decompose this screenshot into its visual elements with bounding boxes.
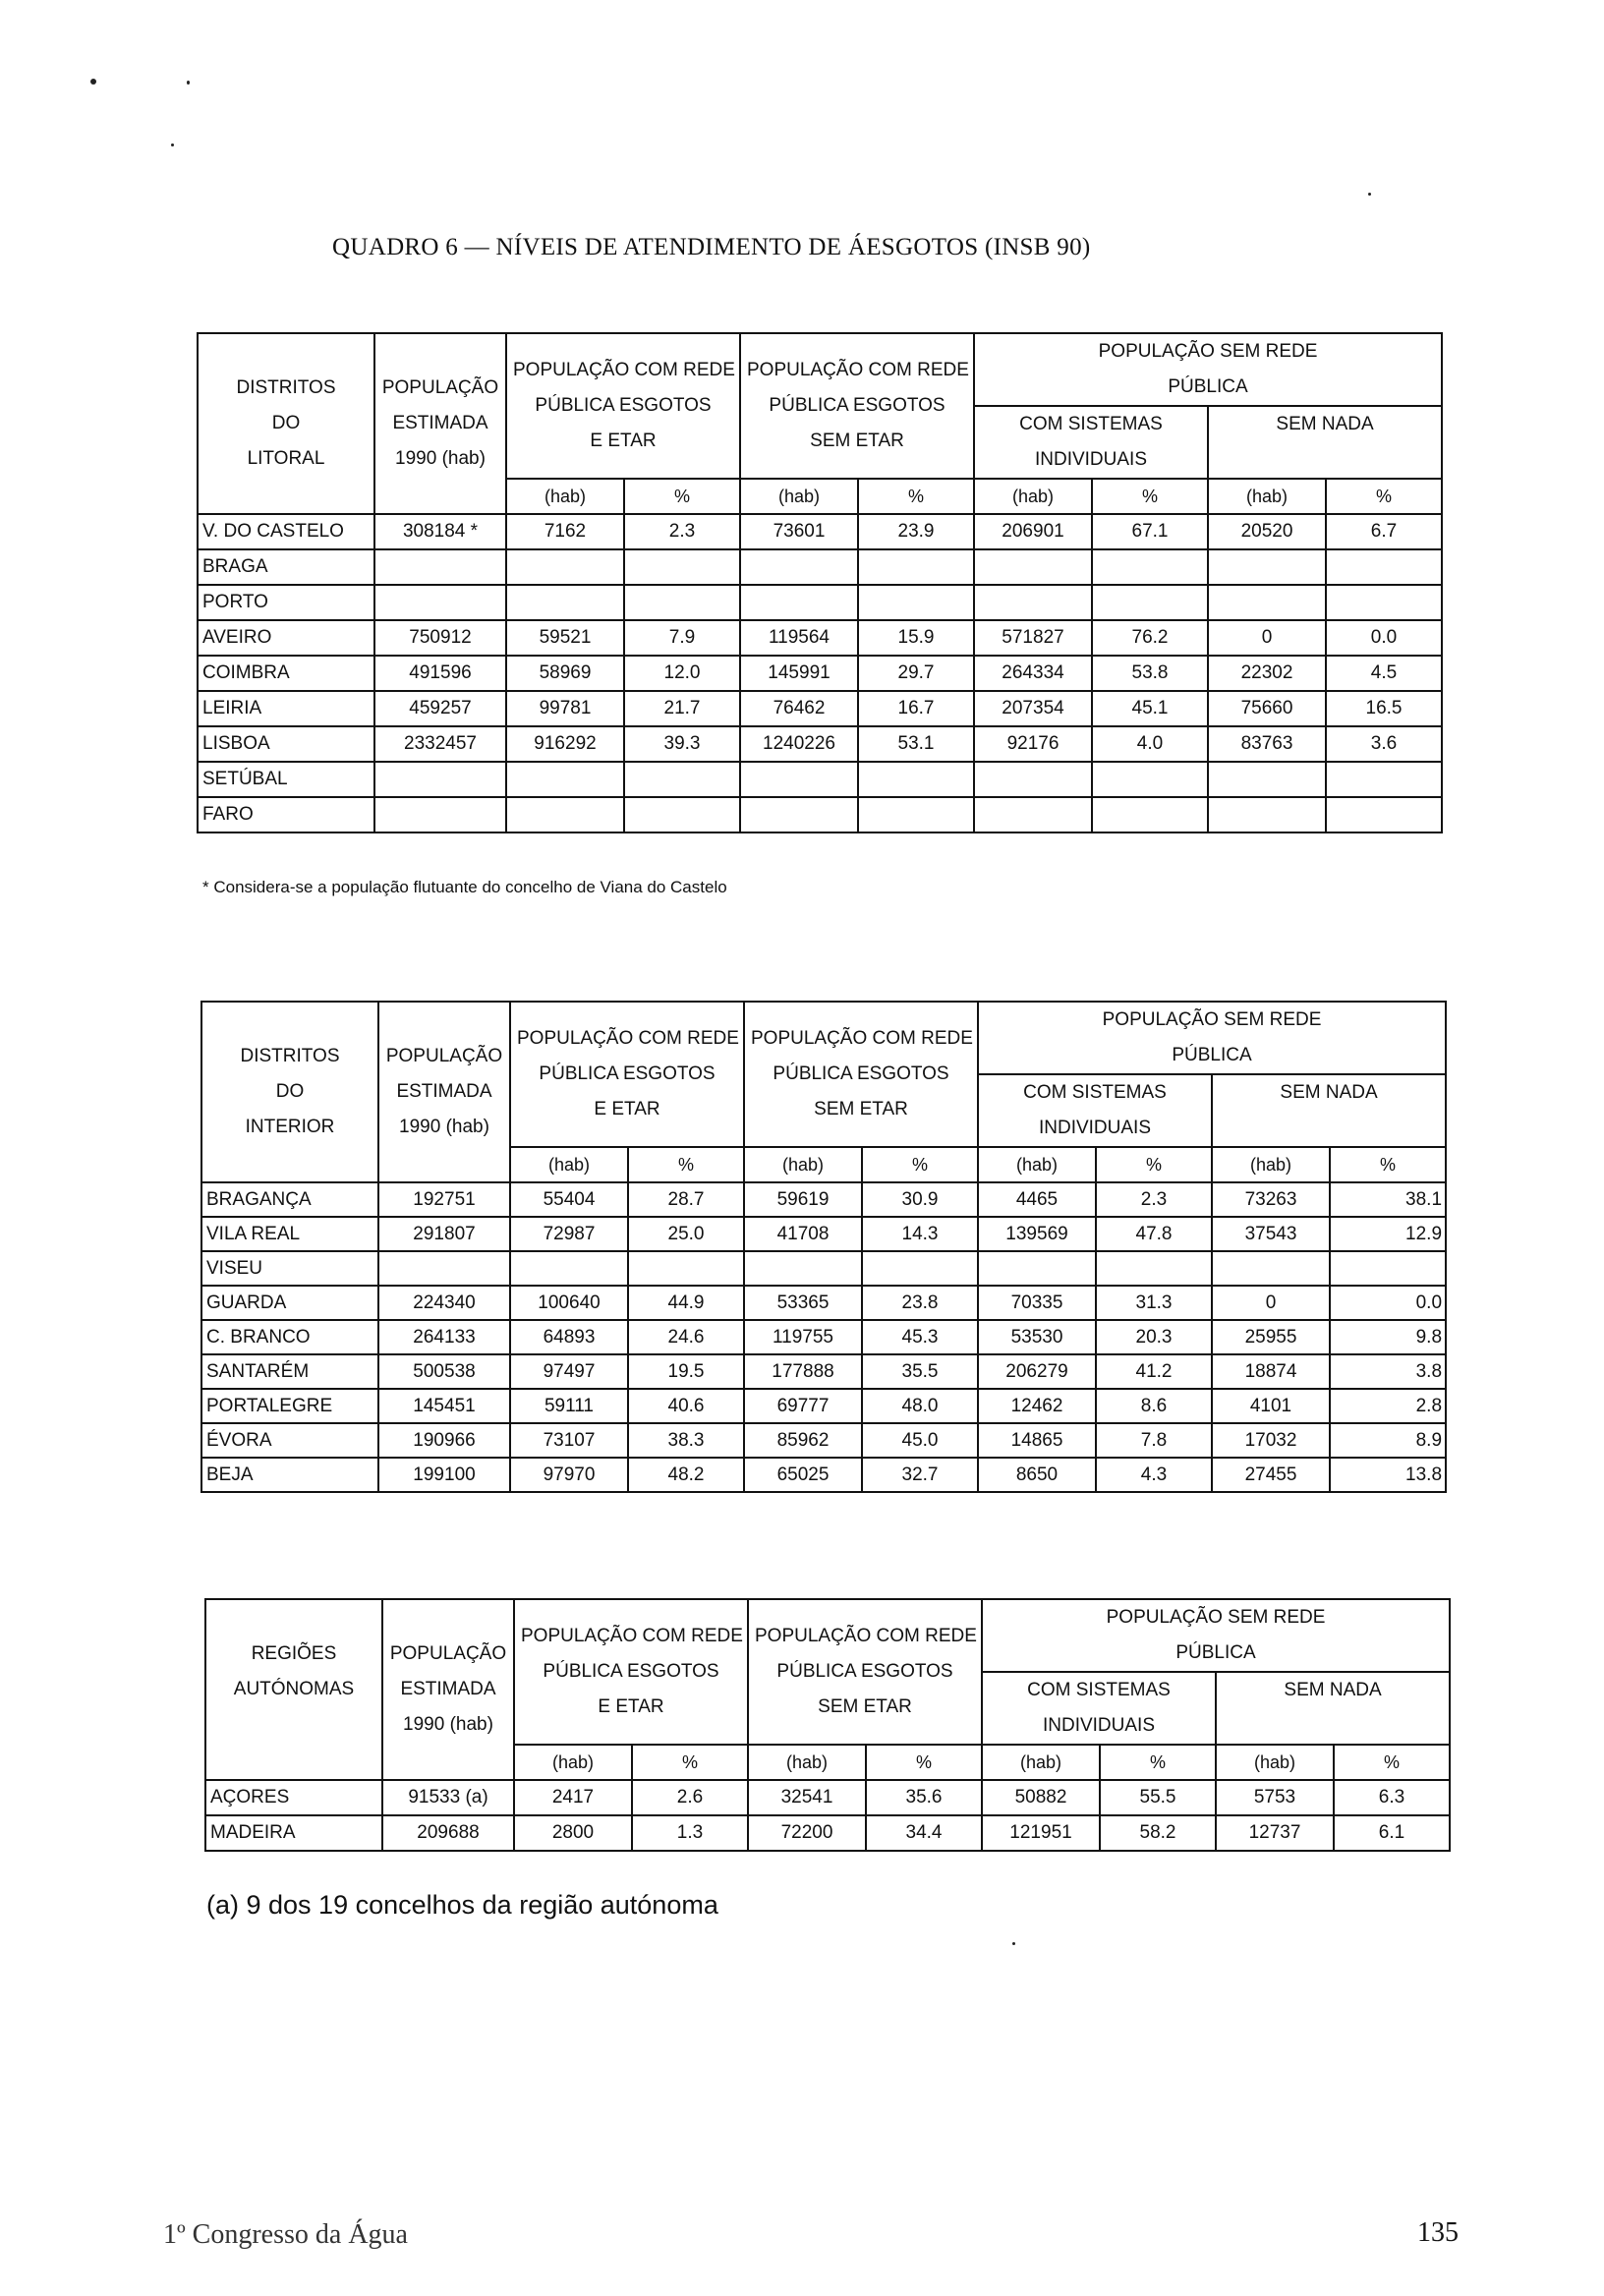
unit-hab: (hab) (510, 1147, 628, 1182)
cell-a-pct: 2.6 (632, 1780, 748, 1815)
cell-d-hab (1208, 549, 1326, 585)
group-label-interior: DISTRITOS DO INTERIOR (201, 1002, 378, 1182)
cell-d-hab (1212, 1251, 1330, 1286)
cell-b-pct: 14.3 (862, 1217, 978, 1251)
table-row (198, 620, 1442, 656)
cell-pop: 145451 (378, 1389, 510, 1423)
unit-pct: % (1092, 479, 1208, 514)
cell-b-hab (740, 762, 858, 797)
unit-hab: (hab) (740, 479, 858, 514)
cell-pop: 91533 (a) (382, 1780, 514, 1815)
cell-b-pct: 16.7 (858, 691, 974, 726)
group-label-litoral: DISTRITOS DO LITORAL (198, 333, 374, 514)
cell-b-hab (740, 585, 858, 620)
unit-hab: (hab) (744, 1147, 862, 1182)
table-regioes (204, 1598, 1451, 1852)
cell-b-hab: 145991 (740, 656, 858, 691)
cell-a-pct: 48.2 (628, 1458, 744, 1492)
cell-a-hab (506, 585, 624, 620)
cell-c-pct: 41.2 (1096, 1354, 1212, 1389)
table-regioes-body (205, 1780, 1450, 1851)
cell-c-pct: 58.2 (1100, 1815, 1216, 1851)
cell-c-hab (974, 797, 1092, 832)
cell-a-hab: 59521 (506, 620, 624, 656)
table-row (198, 726, 1442, 762)
scan-speck (1368, 193, 1371, 196)
table-row (201, 1320, 1446, 1354)
unit-pct: % (628, 1147, 744, 1182)
table-row (198, 585, 1442, 620)
cell-b-pct: 23.9 (858, 514, 974, 549)
cell-d-hab: 22302 (1208, 656, 1326, 691)
cell-b-hab: 32541 (748, 1780, 866, 1815)
cell-b-pct: 35.5 (862, 1354, 978, 1389)
cell-b-pct: 30.9 (862, 1182, 978, 1217)
unit-hab: (hab) (514, 1745, 632, 1780)
cell-pop (374, 585, 506, 620)
row-name: V. DO CASTELO (198, 514, 374, 549)
row-name: SETÚBAL (198, 762, 374, 797)
cell-c-hab: 4465 (978, 1182, 1096, 1217)
cell-b-pct: 15.9 (858, 620, 974, 656)
cell-a-hab: 58969 (506, 656, 624, 691)
cell-c-pct: 31.3 (1096, 1286, 1212, 1320)
cell-b-hab: 41708 (744, 1217, 862, 1251)
cell-c-pct: 45.1 (1092, 691, 1208, 726)
header-population: POPULAÇÃO ESTIMADA 1990 (hab) (378, 1002, 510, 1182)
row-name: GUARDA (201, 1286, 378, 1320)
unit-pct: % (1096, 1147, 1212, 1182)
cell-c-pct (1092, 762, 1208, 797)
cell-pop: 199100 (378, 1458, 510, 1492)
unit-hab: (hab) (506, 479, 624, 514)
cell-a-hab: 64893 (510, 1320, 628, 1354)
cell-b-hab (744, 1251, 862, 1286)
cell-a-pct: 12.0 (624, 656, 740, 691)
table-row (205, 1815, 1450, 1851)
row-name: AVEIRO (198, 620, 374, 656)
header-no-network: POPULAÇÃO SEM REDE PÚBLICA (982, 1599, 1450, 1672)
table-interior-body (201, 1182, 1446, 1492)
cell-pop (378, 1251, 510, 1286)
cell-d-pct: 8.9 (1330, 1423, 1446, 1458)
cell-c-pct: 20.3 (1096, 1320, 1212, 1354)
cell-b-pct (858, 762, 974, 797)
cell-d-pct (1326, 585, 1442, 620)
cell-a-pct: 19.5 (628, 1354, 744, 1389)
cell-pop: 308184 * (374, 514, 506, 549)
header-individual-systems: COM SISTEMAS INDIVIDUAIS (974, 406, 1208, 479)
table-row (198, 797, 1442, 832)
cell-c-pct: 8.6 (1096, 1389, 1212, 1423)
cell-b-pct: 45.3 (862, 1320, 978, 1354)
row-name: C. BRANCO (201, 1320, 378, 1354)
header-population: POPULAÇÃO ESTIMADA 1990 (hab) (374, 333, 506, 514)
cell-a-hab (506, 549, 624, 585)
scan-speck (90, 79, 96, 85)
header-nothing: SEM NADA (1216, 1672, 1450, 1745)
header-without-etar: POPULAÇÃO COM REDE PÚBLICA ESGOTOS SEM ETAR (740, 333, 974, 479)
cell-b-hab: 73601 (740, 514, 858, 549)
cell-b-pct (858, 585, 974, 620)
cell-a-pct (624, 762, 740, 797)
header-nothing: SEM NADA (1208, 406, 1442, 479)
cell-c-hab: 206279 (978, 1354, 1096, 1389)
cell-a-pct: 7.9 (624, 620, 740, 656)
cell-a-pct (628, 1251, 744, 1286)
cell-b-hab: 85962 (744, 1423, 862, 1458)
cell-pop: 192751 (378, 1182, 510, 1217)
cell-d-pct: 0.0 (1330, 1286, 1446, 1320)
cell-a-pct: 21.7 (624, 691, 740, 726)
cell-a-pct (624, 585, 740, 620)
cell-pop: 491596 (374, 656, 506, 691)
cell-c-hab: 50882 (982, 1780, 1100, 1815)
cell-d-pct (1326, 762, 1442, 797)
cell-c-hab: 571827 (974, 620, 1092, 656)
scan-speck (187, 81, 190, 85)
cell-d-hab: 37543 (1212, 1217, 1330, 1251)
unit-pct: % (1334, 1745, 1450, 1780)
cell-c-hab: 14865 (978, 1423, 1096, 1458)
table-row (201, 1354, 1446, 1389)
header-no-network: POPULAÇÃO SEM REDE PÚBLICA (978, 1002, 1446, 1074)
table-row (198, 656, 1442, 691)
cell-d-pct: 6.3 (1334, 1780, 1450, 1815)
cell-a-hab: 7162 (506, 514, 624, 549)
unit-hab: (hab) (1212, 1147, 1330, 1182)
cell-pop: 459257 (374, 691, 506, 726)
row-name: AÇORES (205, 1780, 382, 1815)
cell-pop: 500538 (378, 1354, 510, 1389)
cell-d-hab: 83763 (1208, 726, 1326, 762)
cell-b-hab: 177888 (744, 1354, 862, 1389)
row-name: BRAGANÇA (201, 1182, 378, 1217)
cell-a-pct: 39.3 (624, 726, 740, 762)
cell-d-hab (1208, 797, 1326, 832)
cell-d-pct (1326, 549, 1442, 585)
unit-hab: (hab) (974, 479, 1092, 514)
cell-d-pct: 3.8 (1330, 1354, 1446, 1389)
cell-d-hab: 20520 (1208, 514, 1326, 549)
cell-a-hab: 72987 (510, 1217, 628, 1251)
cell-a-pct: 38.3 (628, 1423, 744, 1458)
cell-a-pct: 2.3 (624, 514, 740, 549)
unit-pct: % (866, 1745, 982, 1780)
unit-pct: % (624, 479, 740, 514)
unit-pct: % (632, 1745, 748, 1780)
cell-pop: 224340 (378, 1286, 510, 1320)
cell-c-hab: 12462 (978, 1389, 1096, 1423)
cell-c-pct: 4.3 (1096, 1458, 1212, 1492)
cell-c-hab: 121951 (982, 1815, 1100, 1851)
cell-b-hab (740, 549, 858, 585)
header-without-etar: POPULAÇÃO COM REDE PÚBLICA ESGOTOS SEM ETAR (748, 1599, 982, 1745)
cell-c-hab: 207354 (974, 691, 1092, 726)
cell-b-pct (862, 1251, 978, 1286)
table-row (198, 514, 1442, 549)
header-nothing: SEM NADA (1212, 1074, 1446, 1147)
unit-pct: % (862, 1147, 978, 1182)
cell-a-hab: 97497 (510, 1354, 628, 1389)
cell-b-hab: 119755 (744, 1320, 862, 1354)
header-population: POPULAÇÃO ESTIMADA 1990 (hab) (382, 1599, 514, 1780)
cell-c-hab: 8650 (978, 1458, 1096, 1492)
cell-c-hab: 70335 (978, 1286, 1096, 1320)
cell-a-pct: 1.3 (632, 1815, 748, 1851)
header-individual-systems: COM SISTEMAS INDIVIDUAIS (982, 1672, 1216, 1745)
table-row (201, 1182, 1446, 1217)
cell-b-pct: 53.1 (858, 726, 974, 762)
row-name: LEIRIA (198, 691, 374, 726)
header-no-network: POPULAÇÃO SEM REDE PÚBLICA (974, 333, 1442, 406)
cell-a-hab: 2800 (514, 1815, 632, 1851)
header-without-etar: POPULAÇÃO COM REDE PÚBLICA ESGOTOS SEM ETAR (744, 1002, 978, 1147)
header-with-etar: POPULAÇÃO COM REDE PÚBLICA ESGOTOS E ETAR (510, 1002, 744, 1147)
cell-pop: 750912 (374, 620, 506, 656)
cell-a-hab: 916292 (506, 726, 624, 762)
table-row (198, 762, 1442, 797)
cell-pop: 2332457 (374, 726, 506, 762)
table-row (201, 1458, 1446, 1492)
cell-d-hab (1208, 585, 1326, 620)
cell-a-hab: 100640 (510, 1286, 628, 1320)
cell-c-pct: 76.2 (1092, 620, 1208, 656)
cell-pop: 190966 (378, 1423, 510, 1458)
table-interior (200, 1001, 1447, 1493)
cell-d-hab: 73263 (1212, 1182, 1330, 1217)
cell-a-hab: 97970 (510, 1458, 628, 1492)
cell-b-hab: 76462 (740, 691, 858, 726)
header-with-etar: POPULAÇÃO COM REDE PÚBLICA ESGOTOS E ETAR (514, 1599, 748, 1745)
row-name: PORTALEGRE (201, 1389, 378, 1423)
cell-a-hab (510, 1251, 628, 1286)
cell-a-hab: 55404 (510, 1182, 628, 1217)
table-row (201, 1217, 1446, 1251)
cell-pop (374, 762, 506, 797)
header-individual-systems: COM SISTEMAS INDIVIDUAIS (978, 1074, 1212, 1147)
cell-d-hab: 18874 (1212, 1354, 1330, 1389)
cell-a-hab: 73107 (510, 1423, 628, 1458)
cell-b-hab: 53365 (744, 1286, 862, 1320)
table-row (198, 691, 1442, 726)
unit-hab: (hab) (982, 1745, 1100, 1780)
scan-speck (1012, 1942, 1015, 1945)
cell-c-hab (974, 549, 1092, 585)
cell-c-pct (1092, 797, 1208, 832)
cell-b-hab: 119564 (740, 620, 858, 656)
cell-b-hab (740, 797, 858, 832)
unit-hab: (hab) (1216, 1745, 1334, 1780)
row-name: VISEU (201, 1251, 378, 1286)
cell-d-pct: 4.5 (1326, 656, 1442, 691)
cell-c-pct (1092, 585, 1208, 620)
cell-c-hab: 206901 (974, 514, 1092, 549)
cell-d-hab: 25955 (1212, 1320, 1330, 1354)
footer-conference: 1º Congresso da Água (163, 2219, 408, 2250)
cell-c-hab: 264334 (974, 656, 1092, 691)
table-row (201, 1423, 1446, 1458)
unit-hab: (hab) (748, 1745, 866, 1780)
unit-pct: % (1100, 1745, 1216, 1780)
cell-d-hab (1208, 762, 1326, 797)
row-name: SANTARÉM (201, 1354, 378, 1389)
cell-b-hab: 65025 (744, 1458, 862, 1492)
unit-pct: % (858, 479, 974, 514)
cell-c-hab (978, 1251, 1096, 1286)
scan-speck (171, 144, 174, 146)
cell-b-pct: 48.0 (862, 1389, 978, 1423)
table-litoral-body (198, 514, 1442, 832)
table-litoral (197, 332, 1443, 833)
cell-b-pct: 23.8 (862, 1286, 978, 1320)
header-with-etar: POPULAÇÃO COM REDE PÚBLICA ESGOTOS E ETAR (506, 333, 740, 479)
cell-c-pct: 67.1 (1092, 514, 1208, 549)
table-row (201, 1251, 1446, 1286)
cell-c-pct: 47.8 (1096, 1217, 1212, 1251)
cell-c-pct: 55.5 (1100, 1780, 1216, 1815)
table-row (201, 1286, 1446, 1320)
row-name: LISBOA (198, 726, 374, 762)
cell-c-pct (1092, 549, 1208, 585)
footnote-litoral: * Considera-se a população flutuante do concelho de Viana do Castelo (202, 878, 727, 896)
cell-a-pct (624, 797, 740, 832)
cell-b-hab: 59619 (744, 1182, 862, 1217)
cell-c-pct (1096, 1251, 1212, 1286)
cell-b-pct (858, 549, 974, 585)
unit-pct: % (1330, 1147, 1446, 1182)
cell-c-hab: 53530 (978, 1320, 1096, 1354)
row-name: ÉVORA (201, 1423, 378, 1458)
cell-d-pct: 3.6 (1326, 726, 1442, 762)
cell-b-pct: 32.7 (862, 1458, 978, 1492)
cell-a-pct: 40.6 (628, 1389, 744, 1423)
cell-a-hab (506, 797, 624, 832)
cell-b-pct: 29.7 (858, 656, 974, 691)
unit-hab: (hab) (978, 1147, 1096, 1182)
cell-a-hab: 2417 (514, 1780, 632, 1815)
cell-a-pct (624, 549, 740, 585)
cell-c-pct: 2.3 (1096, 1182, 1212, 1217)
cell-b-hab: 1240226 (740, 726, 858, 762)
cell-c-hab (974, 585, 1092, 620)
cell-c-hab: 139569 (978, 1217, 1096, 1251)
cell-b-pct: 35.6 (866, 1780, 982, 1815)
cell-b-pct (858, 797, 974, 832)
cell-d-pct: 6.1 (1334, 1815, 1450, 1851)
cell-d-pct: 2.8 (1330, 1389, 1446, 1423)
cell-c-hab (974, 762, 1092, 797)
row-name: PORTO (198, 585, 374, 620)
cell-d-pct: 16.5 (1326, 691, 1442, 726)
cell-pop: 264133 (378, 1320, 510, 1354)
cell-c-hab: 92176 (974, 726, 1092, 762)
cell-d-hab: 4101 (1212, 1389, 1330, 1423)
cell-d-hab: 5753 (1216, 1780, 1334, 1815)
cell-d-pct (1330, 1251, 1446, 1286)
cell-d-pct: 13.8 (1330, 1458, 1446, 1492)
table-row (198, 549, 1442, 585)
cell-c-pct: 53.8 (1092, 656, 1208, 691)
cell-d-pct: 9.8 (1330, 1320, 1446, 1354)
cell-a-hab: 59111 (510, 1389, 628, 1423)
cell-d-pct: 12.9 (1330, 1217, 1446, 1251)
cell-a-pct: 25.0 (628, 1217, 744, 1251)
cell-d-hab: 17032 (1212, 1423, 1330, 1458)
footnote-regioes: (a) 9 dos 19 concelhos da região autónoma (206, 1890, 718, 1920)
cell-a-pct: 28.7 (628, 1182, 744, 1217)
unit-hab: (hab) (1208, 479, 1326, 514)
row-name: FARO (198, 797, 374, 832)
cell-d-pct: 0.0 (1326, 620, 1442, 656)
cell-d-hab: 75660 (1208, 691, 1326, 726)
cell-pop (374, 797, 506, 832)
cell-pop: 209688 (382, 1815, 514, 1851)
cell-pop (374, 549, 506, 585)
page-title: QUADRO 6 — NÍVEIS DE ATENDIMENTO DE ÁESGOTOS (INSB 90) (332, 234, 1091, 260)
cell-a-pct: 44.9 (628, 1286, 744, 1320)
cell-c-pct: 7.8 (1096, 1423, 1212, 1458)
row-name: BRAGA (198, 549, 374, 585)
cell-a-hab (506, 762, 624, 797)
cell-b-hab: 72200 (748, 1815, 866, 1851)
cell-d-pct (1326, 797, 1442, 832)
cell-c-pct: 4.0 (1092, 726, 1208, 762)
cell-b-pct: 45.0 (862, 1423, 978, 1458)
row-name: MADEIRA (205, 1815, 382, 1851)
cell-d-hab: 12737 (1216, 1815, 1334, 1851)
cell-d-hab: 0 (1208, 620, 1326, 656)
cell-d-pct: 38.1 (1330, 1182, 1446, 1217)
group-label-regioes: REGIÕES AUTÓNOMAS (205, 1599, 382, 1780)
unit-pct: % (1326, 479, 1442, 514)
table-row (205, 1780, 1450, 1815)
cell-a-pct: 24.6 (628, 1320, 744, 1354)
cell-d-hab: 0 (1212, 1286, 1330, 1320)
cell-a-hab: 99781 (506, 691, 624, 726)
row-name: VILA REAL (201, 1217, 378, 1251)
table-row (201, 1389, 1446, 1423)
page-number: 135 (1417, 2217, 1459, 2248)
row-name: COIMBRA (198, 656, 374, 691)
cell-d-hab: 27455 (1212, 1458, 1330, 1492)
cell-b-pct: 34.4 (866, 1815, 982, 1851)
row-name: BEJA (201, 1458, 378, 1492)
cell-d-pct: 6.7 (1326, 514, 1442, 549)
cell-pop: 291807 (378, 1217, 510, 1251)
cell-b-hab: 69777 (744, 1389, 862, 1423)
